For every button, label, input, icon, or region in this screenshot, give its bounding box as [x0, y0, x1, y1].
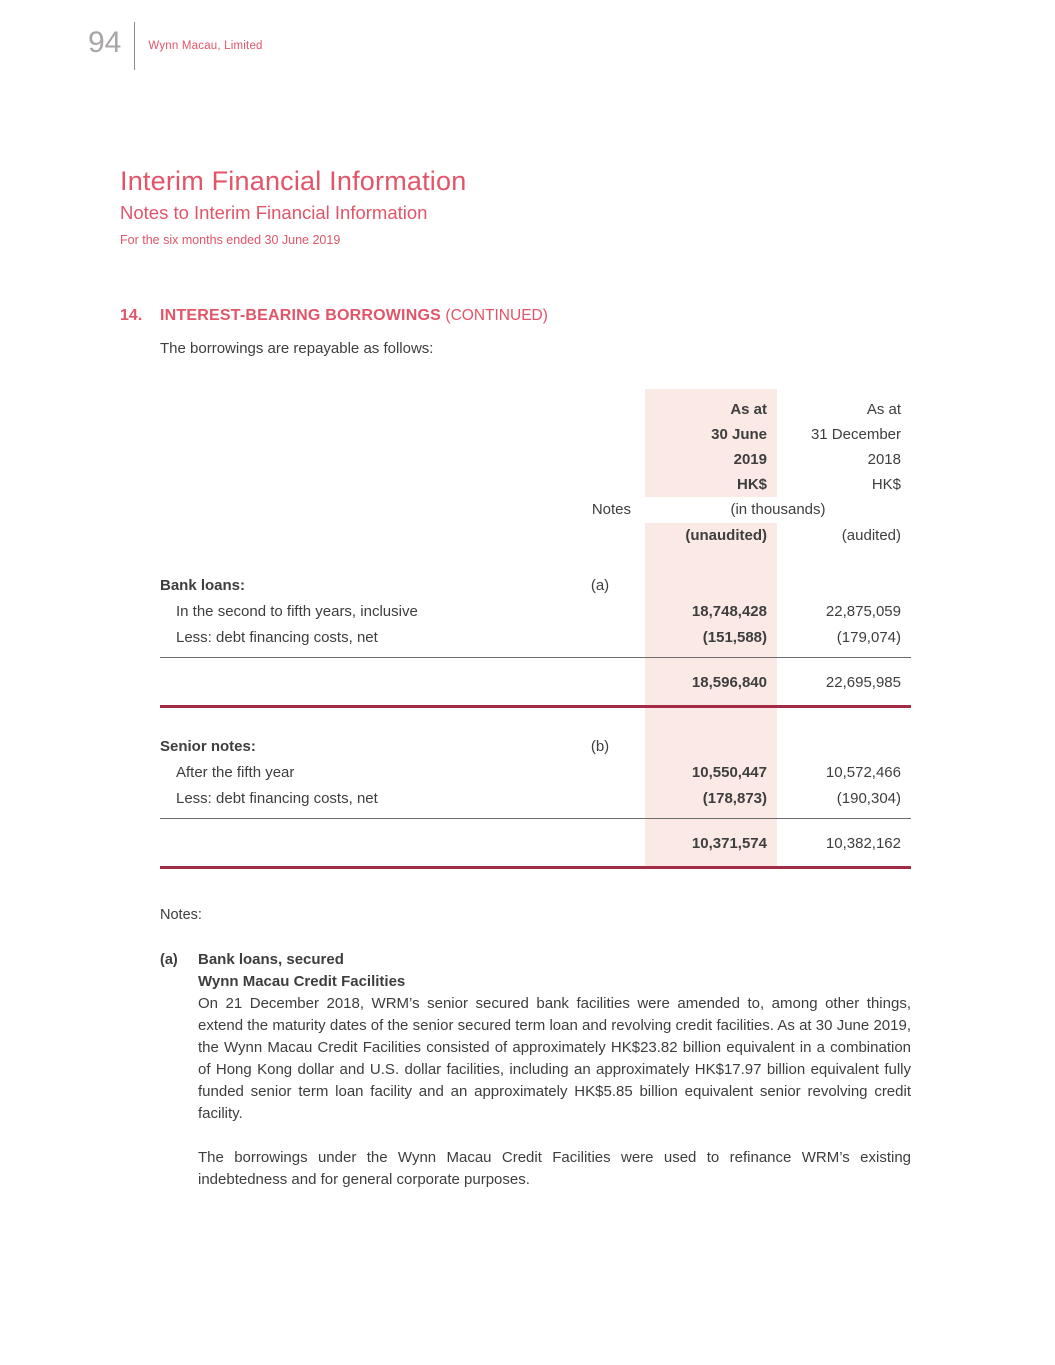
- spacer: [160, 857, 911, 866]
- section-continued: (CONTINUED): [445, 307, 548, 324]
- total-rule: [160, 866, 911, 869]
- value-prior: (190,304): [836, 790, 901, 807]
- masthead-divider: [134, 22, 135, 70]
- note-item-a: [160, 949, 911, 1191]
- row-label: After the fifth year: [176, 764, 295, 781]
- total-current: 10,371,574: [691, 835, 767, 852]
- note-paragraph: On 21 December 2018, WRM’s senior secured bank facilities were amended to, among other things, extend the maturity dates of the senior secured term loan and revolving credit facilities. As at 30 June 2019, the Wynn Macau Credit Facilities consisted of approximately HK$23.82 billion equivalent in a combination of Hong Kong dollar and U.S. dollar facilities, including an approximately HK$17.97 billion equivalent fully funded senior term loan facility and an approximately HK$5.85 billion equivalent senior revolving credit facility.: [198, 995, 911, 1122]
- note-body: [198, 949, 911, 1191]
- section-heading: [120, 307, 1055, 325]
- section-number: 14.: [120, 307, 143, 324]
- note-ref-a: (a): [590, 577, 610, 594]
- value-prior: 22,875,059: [825, 603, 901, 620]
- current-period-header: As at 30 June 2019 HK$: [711, 401, 767, 493]
- group-label-senior-notes: Senior notes:: [160, 738, 256, 755]
- spacer: [160, 708, 911, 734]
- notes-section: [160, 907, 911, 1191]
- value-current: 18,748,428: [691, 603, 767, 620]
- note-subtitle: Wynn Macau Credit Facilities: [198, 973, 406, 990]
- note-title: Bank loans, secured: [198, 951, 344, 968]
- borrowings-table: [160, 389, 911, 869]
- spacer: [160, 696, 911, 705]
- note-paragraph: The borrowings under the Wynn Macau Credit Facilities were used to refinance WRM’s existing indebtedness and for general corporate purposes.: [198, 1149, 911, 1188]
- note-marker: (a): [160, 952, 178, 968]
- value-current: (178,873): [702, 790, 767, 807]
- group-label-bank-loans: Bank loans:: [160, 577, 246, 594]
- spacer: [160, 658, 911, 670]
- page-number: 94: [88, 26, 122, 59]
- value-current: (151,588): [702, 629, 767, 646]
- doc-title: Interim Financial Information: [120, 166, 467, 196]
- spacer: [160, 819, 911, 831]
- doc-period: For the six months ended 30 June 2019: [120, 233, 341, 247]
- prior-period-header: As at 31 December 2018 HK$: [810, 401, 901, 493]
- table-grid: [160, 389, 911, 869]
- section-title: INTEREST-BEARING BORROWINGS: [160, 307, 441, 324]
- audited-label: (audited): [841, 527, 901, 544]
- total-prior: 22,695,985: [825, 674, 901, 691]
- table-intro: The borrowings are repayable as follows:: [160, 340, 434, 357]
- unaudited-label: (unaudited): [685, 527, 767, 544]
- spacer: [160, 549, 911, 573]
- total-current: 18,596,840: [691, 674, 767, 691]
- doc-subtitle: Notes to Interim Financial Information: [120, 202, 428, 223]
- value-current: 10,550,447: [691, 764, 767, 781]
- row-label: In the second to fifth years, inclusive: [176, 603, 418, 620]
- note-ref-b: (b): [590, 738, 610, 755]
- in-thousands-label: (in thousands): [730, 501, 826, 518]
- row-label: Less: debt financing costs, net: [176, 790, 378, 807]
- row-label: Less: debt financing costs, net: [176, 629, 378, 646]
- total-prior: 10,382,162: [825, 835, 901, 852]
- notes-heading: Notes:: [160, 907, 202, 923]
- value-prior: 10,572,466: [825, 764, 901, 781]
- notes-column-label: Notes: [591, 501, 631, 518]
- masthead: [0, 0, 1055, 70]
- document-header: [120, 166, 1055, 247]
- company-name: Wynn Macau, Limited: [148, 40, 263, 52]
- value-prior: (179,074): [836, 629, 901, 646]
